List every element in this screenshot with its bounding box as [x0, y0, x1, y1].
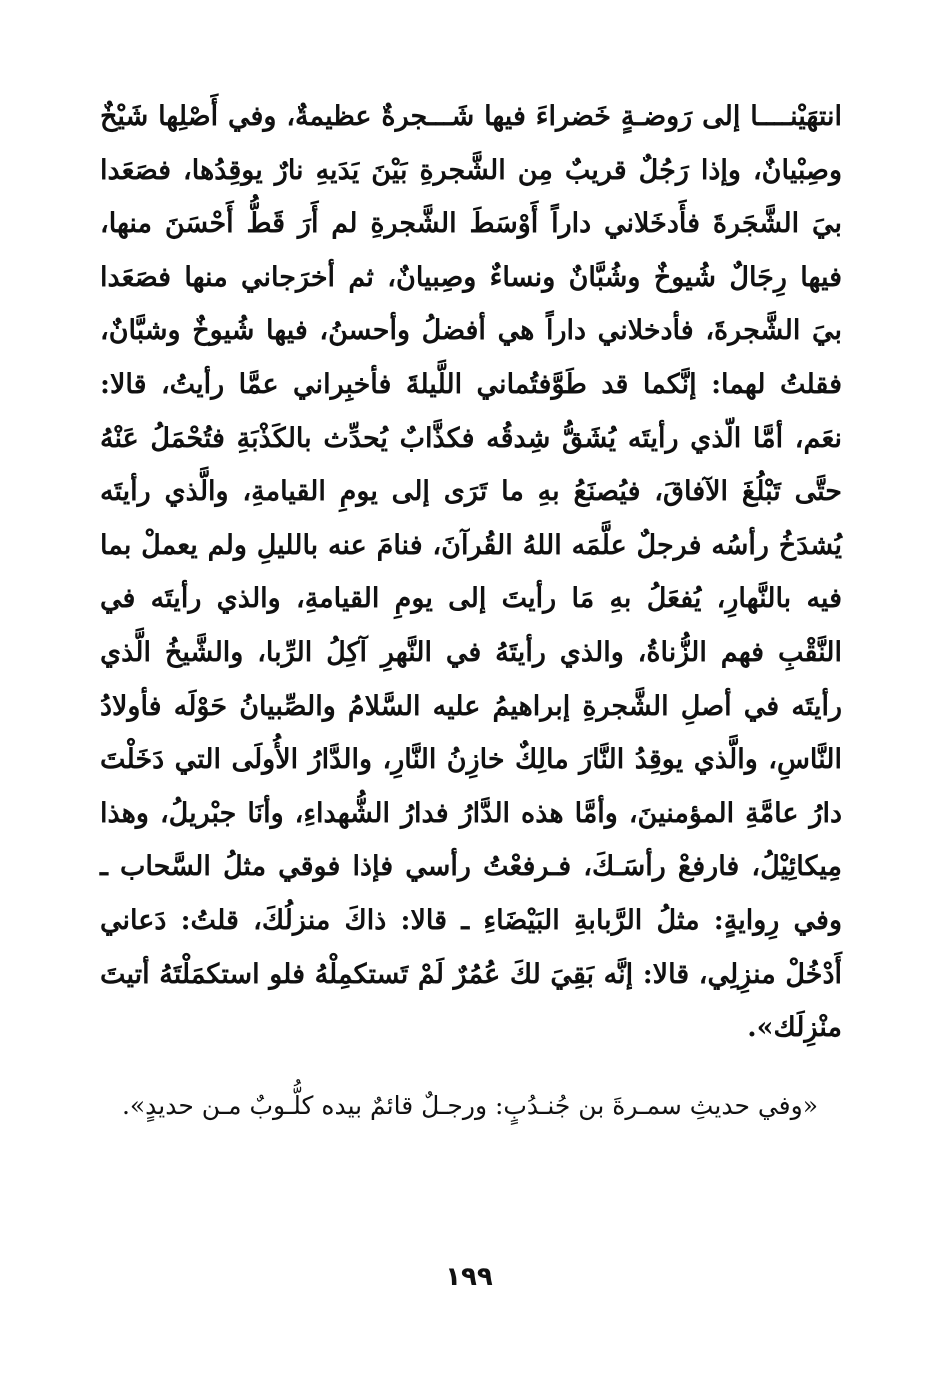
main-paragraph: انتهَيْنــــا إلى رَوضـةٍ خَضراءَ فيها شَـــجرةٌ عظيمةٌ، وفي أَصْلِها شَيْخٌ وصِبْيانٌ، وإذا رَجُلٌ قريبٌ مِن الشَّجرةِ بَيْنَ يَدَيهِ نارٌ يوقِدُها، فصَعَدا بيَ الشَّجَرةَ فأَدخَلاني داراً أَوْسَطَ الشَّجرةِ لم أَرَ قَطُّ أَحْسَنَ منها، فيها رِجَالٌ شُيوخٌ وشُبَّانٌ ونساءٌ وصِبيانٌ، ثم أخرَجاني منها فصَعَدا بيَ الشَّجرةَ، فأدخلاني داراً هي أفضلُ وأحسنُ، فيها شُيوخٌ وشبَّانٌ، فقلتُ لهما: إنَّكما قد طَوَّفتُماني اللَّيلةَ فأخبِراني عمَّا رأيتُ، قالا: نعَم، أمَّا الّذي رأيتَه يُشَقُّ شِدقُه فكذَّابٌ يُحدِّث بالكَذْبَةِ فتُحْمَلُ عَنْهُ حتَّى تَبْلُغَ الآفاقَ، فيُصنَعُ بهِ ما تَرَى إلى يومِ القيامةِ، والَّذي رأيتَه يُشدَخُ رأسُه فرجلٌ علَّمَه اللهُ القُرآنَ، فنامَ عنه بالليلِ ولم يعملْ بما فيه بالنَّهارِ، يُفعَلُ بهِ مَا رأيتَ إلى يومِ القيامةِ، والذي رأيتَه في النَّقْبِ فهم الزُّناةُ، والذي رأيتَهُ في النَّهرِ آكِلُ الرِّبا، والشَّيخُ الَّذي رأيتَه في أصلِ الشَّجرةِ إبراهيمُ عليه السَّلامُ والصِّبيانُ حَوْلَه فأولادُ النَّاسِ، والَّذي يوقِدُ النَّارَ مالِكٌ خازِنُ النَّارِ، والدَّارُ الأُولَى التي دَخَلْتَ دارُ عامَّةِ المؤمنينَ، وأمَّا هذه الدَّارُ فدارُ الشُّهداءِ، وأنَا جبْريلُ، وهذا مِيكائِيْلُ، فارفعْ رأسَـكَ، فـرفعْتُ رأسي فإذا فوقي مثلُ السَّحاب ـ وفي رِوايةٍ: مثلُ الرَّبابةِ البَيْضَاءِ ـ قالا: ذاكَ منزلُكَ، قلتُ: دَعاني أَدْخُلْ منزِلِي، قالا: إنَّه بَقِيَ لكَ عُمُرٌ لَمْ تَستكمِلْهُ فلو استكمَلْتَهُ أتيتَ منْزِلَك». — [100, 101, 842, 1044]
page-body — [100, 90, 842, 1133]
quote-paragraph: «وفي حديثِ سمـرةَ بن جُنـدُبٍ: ورجـلٌ قائمٌ بيده كلُّـوبٌ مـن حديدٍ». — [121, 1090, 818, 1120]
page-number: ١٩٩ — [445, 1262, 493, 1292]
